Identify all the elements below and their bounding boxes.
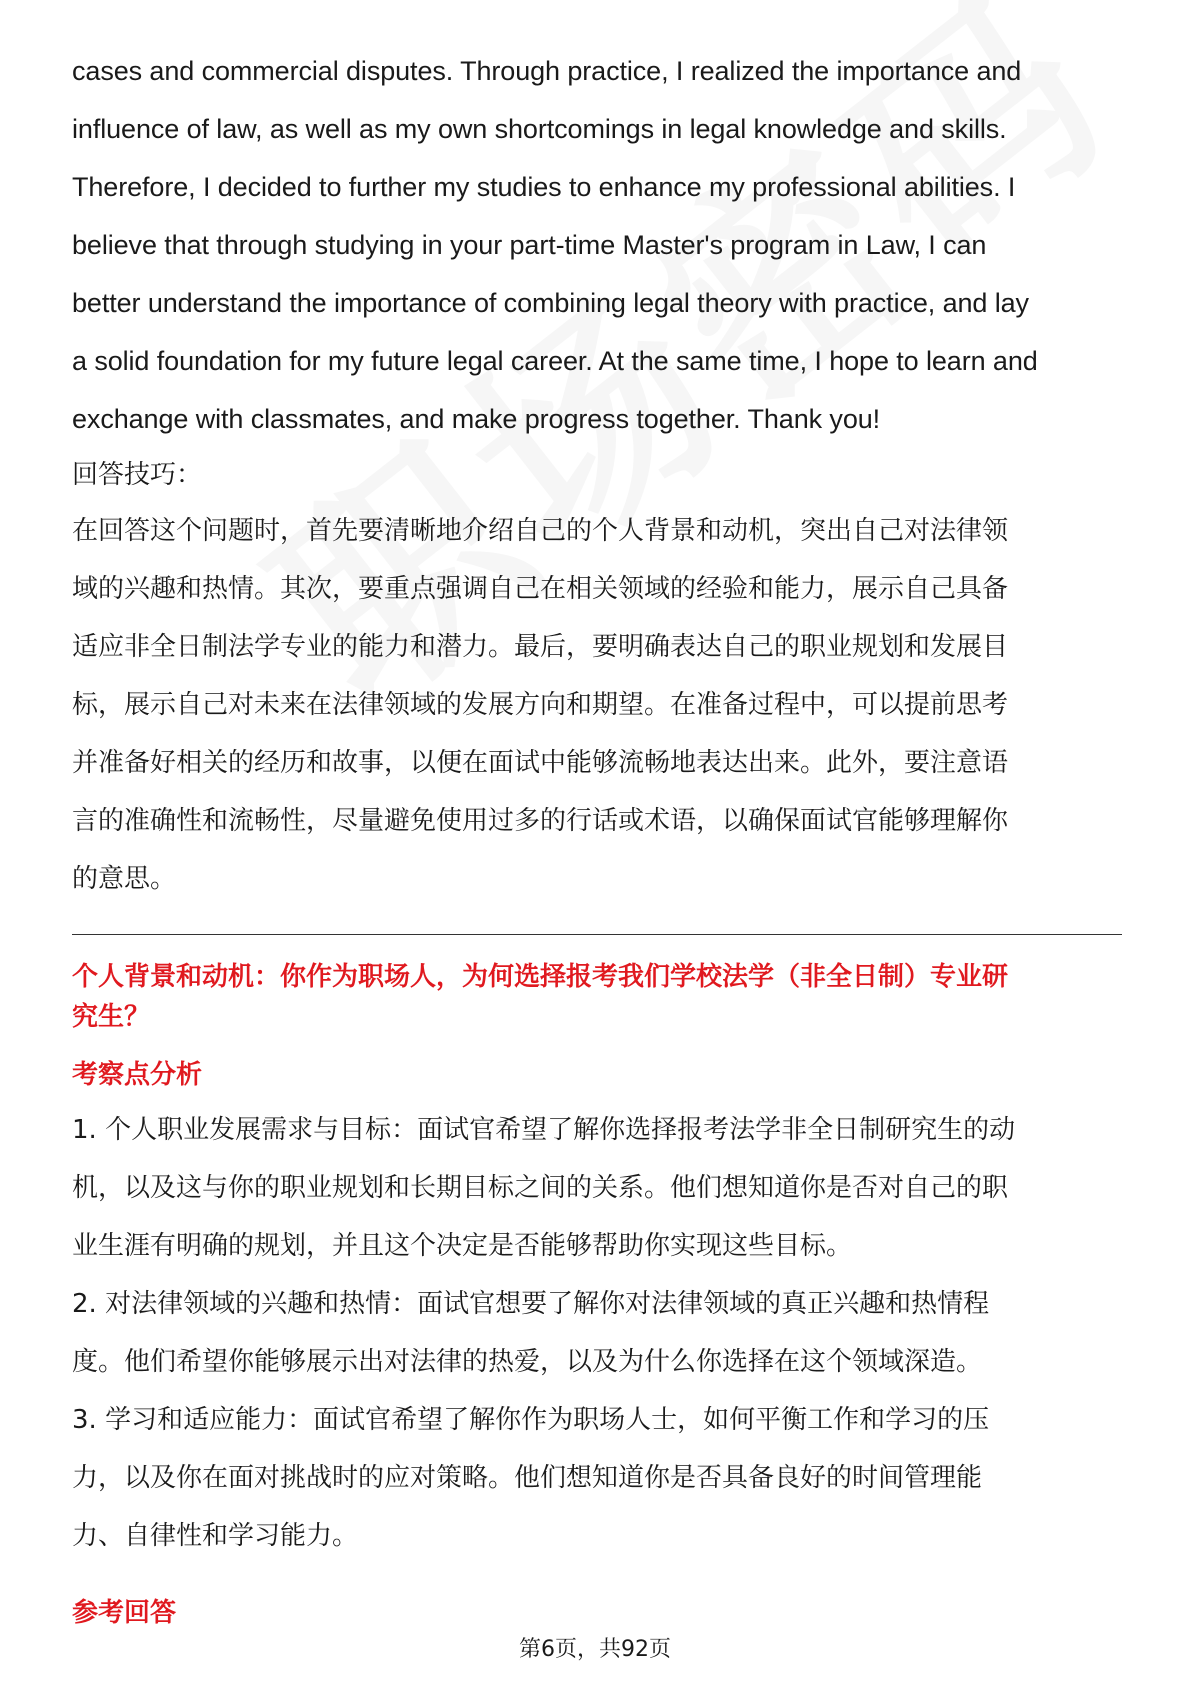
document-page <box>72 42 1122 1633</box>
text-line: 域的兴趣和热情。其次，要重点强调自己在相关领域的经验和能力，展示自己具备 <box>72 574 1009 604</box>
analysis-heading: 考察点分析 <box>72 1060 203 1090</box>
english-answer-paragraph <box>72 42 1122 448</box>
text-line: 在回答这个问题时，首先要清晰地介绍自己的个人背景和动机，突出自己对法律领 <box>72 516 1009 546</box>
page-footer: 第6页，共92页 <box>519 1637 671 1662</box>
text-line: cases and commercial disputes. Through practice, I realized the importance and <box>72 56 1022 86</box>
text-line: 言的准确性和流畅性，尽量避免使用过多的行话或术语，以确保面试官能够理解你 <box>72 806 1009 836</box>
text-line: 机，以及这与你的职业规划和长期目标之间的关系。他们想知道你是否对自己的职 <box>72 1173 1009 1203</box>
tips-label: 回答技巧： <box>72 460 203 490</box>
text-line: 的意思。 <box>72 864 177 894</box>
analysis-item-2 <box>72 1275 1122 1391</box>
text-line: 力，以及你在面对挑战时的应对策略。他们想知道你是否具备良好的时间管理能 <box>72 1463 983 1493</box>
text-line: 2. 对法律领域的兴趣和热情：面试官想要了解你对法律领域的真正兴趣和热情程 <box>72 1289 990 1319</box>
tips-paragraph <box>72 502 1122 908</box>
section-divider <box>72 934 1122 935</box>
text-line: 力、自律性和学习能力。 <box>72 1521 359 1551</box>
text-line: 并准备好相关的经历和故事，以便在面试中能够流畅地表达出来。此外，要注意语 <box>72 748 1009 778</box>
text-line: 业生涯有明确的规划，并且这个决定是否能够帮助你实现这些目标。 <box>72 1231 853 1261</box>
text-line: 标，展示自己对未来在法律领域的发展方向和期望。在准备过程中，可以提前思考 <box>72 690 1009 720</box>
text-line: influence of law, as well as my own shortcomings in legal knowledge and skills. <box>72 114 1007 144</box>
text-line: exchange with classmates, and make progress together. Thank you! <box>72 404 881 434</box>
question-heading <box>72 957 1122 1037</box>
text-line: a solid foundation for my future legal career. At the same time, I hope to learn and <box>72 346 1038 376</box>
text-line: 度。他们希望你能够展示出对法律的热爱，以及为什么你选择在这个领域深造。 <box>72 1347 983 1377</box>
analysis-item-3 <box>72 1391 1122 1565</box>
text-line: 适应非全日制法学专业的能力和潜力。最后，要明确表达自己的职业规划和发展目 <box>72 632 1009 662</box>
text-line: better understand the importance of combining legal theory with practice, and lay <box>72 288 1029 318</box>
text-line: 究生？ <box>72 1002 151 1032</box>
text-line: 1. 个人职业发展需求与目标：面试官希望了解你选择报考法学非全日制研究生的动 <box>72 1115 1016 1145</box>
analysis-item-1 <box>72 1101 1122 1275</box>
text-line: 3. 学习和适应能力：面试官希望了解你作为职场人士，如何平衡工作和学习的压 <box>72 1405 990 1435</box>
text-line: believe that through studying in your part-time Master's program in Law, I can <box>72 230 987 260</box>
text-line: Therefore, I decided to further my studies to enhance my professional abilities. I <box>72 172 1016 202</box>
reference-answer-heading: 参考回答 <box>72 1598 177 1628</box>
text-line: 个人背景和动机：你作为职场人，为何选择报考我们学校法学（非全日制）专业研 <box>72 962 1009 992</box>
